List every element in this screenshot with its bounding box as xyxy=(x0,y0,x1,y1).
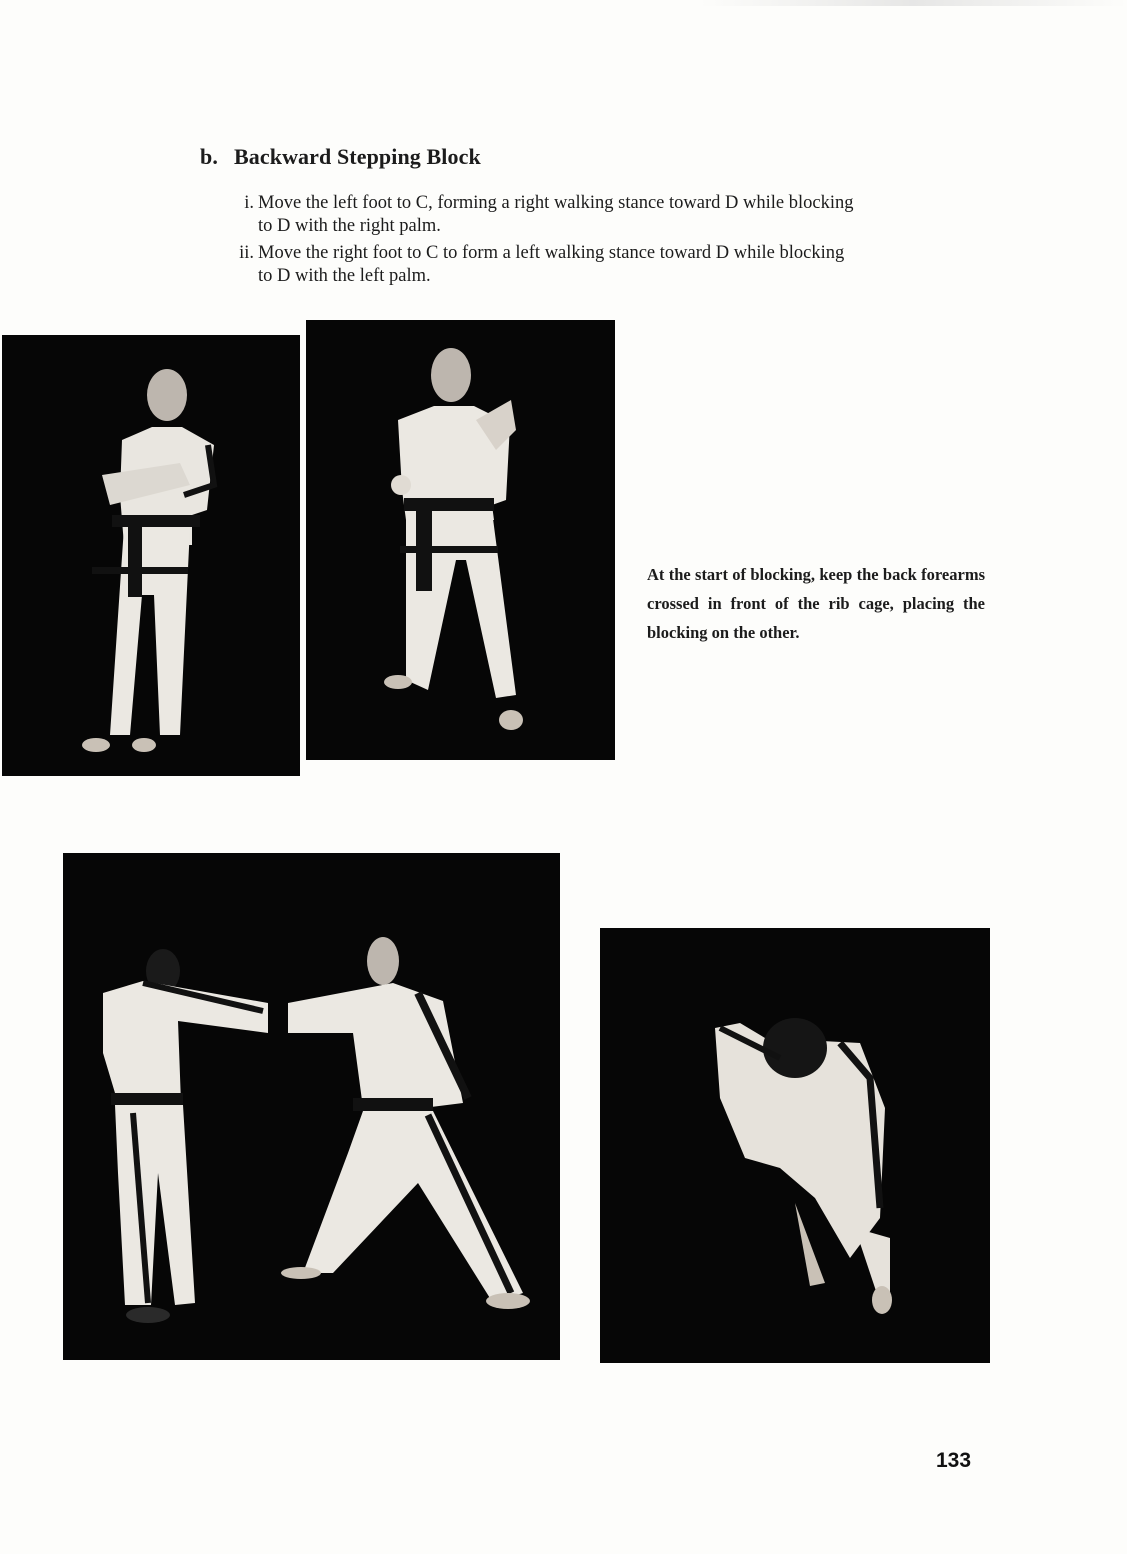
photo-partner-block xyxy=(63,853,560,1360)
scan-edge-smudge xyxy=(700,0,1127,6)
step-text: Move the right foot to C to form a left walking stance toward D while blocking to D with the left palm. xyxy=(258,243,845,286)
photo-crossed-forearms xyxy=(2,335,300,776)
step-item xyxy=(222,242,862,288)
step-list xyxy=(222,192,862,292)
page-number: 133 xyxy=(936,1449,972,1472)
photo-palm-block xyxy=(306,320,615,760)
step-number: i. xyxy=(244,193,254,213)
step-item xyxy=(222,192,862,238)
step-text: Move the left foot to C, forming a right walking stance toward D while blocking to D with the right palm. xyxy=(258,193,854,236)
section-title: Backward Stepping Block xyxy=(234,144,481,169)
figure-illustration-icon xyxy=(600,928,990,1363)
figure-illustration-icon xyxy=(306,320,615,760)
photo-overhead-block xyxy=(600,928,990,1363)
section-heading xyxy=(200,144,481,170)
section-marker: b. xyxy=(200,144,218,169)
figure-illustration-icon xyxy=(2,335,300,776)
step-number: ii. xyxy=(239,243,254,263)
figure-illustration-icon xyxy=(63,853,560,1360)
photo-caption: At the start of blocking, keep the back forearms crossed in front of the rib cage, placing the blocking on the other. xyxy=(647,565,985,642)
